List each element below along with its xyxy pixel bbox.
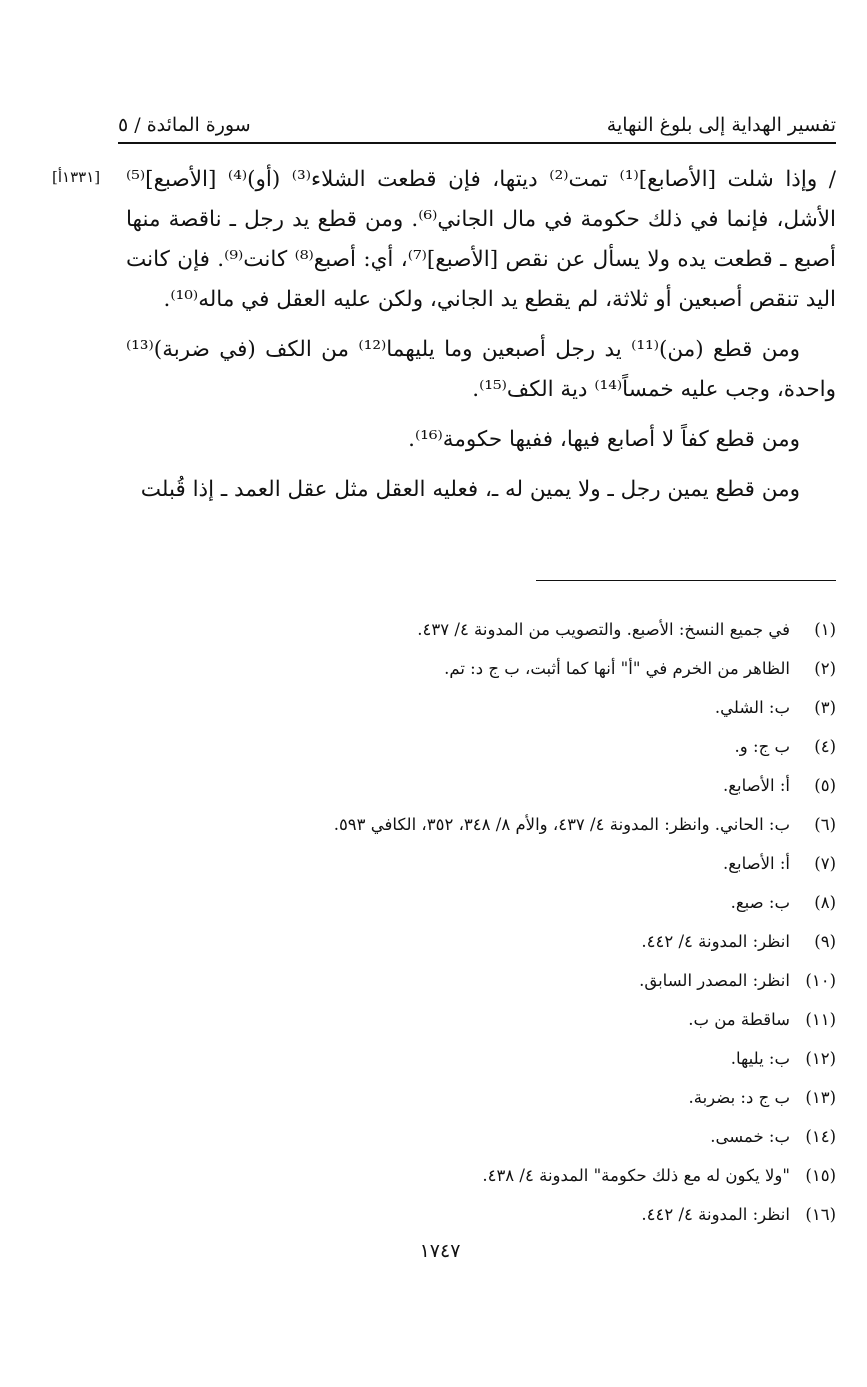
footnote-number: (١١) <box>805 1010 836 1029</box>
paragraph: / وإذا شلت [الأصابع]⁽¹⁾ تمت⁽²⁾ ديتها، فإن قطعت الشلاء⁽³⁾ (أو)⁽⁴⁾ [الأصبع]⁽⁵⁾ الأشل، فإنما في ذلك حكومة في مال الجاني⁽⁶⁾. ومن قطع يد رجل ـ ناقصة منها أصبع ـ قطعت يده ولا يسأل عن نقص [الأصبع]⁽⁷⁾، أي: أصبع⁽⁸⁾ كانت⁽⁹⁾. فإن كانت اليد تنقص أصبعين أو ثلاثة، لم يقطع يد الجاني، ولكن عليه العقل في ماله⁽¹⁰⁾. <box>126 167 837 312</box>
footnote-text: ب ج د: بضربة. <box>688 1088 790 1107</box>
footnote-text: ب: الشلي. <box>714 698 790 717</box>
footnote-number: (٨) <box>814 893 836 912</box>
footnote-item <box>200 805 836 844</box>
footnotes-list <box>200 610 836 1234</box>
footnote-number: (٩) <box>814 932 836 951</box>
footnote-text: الظاهر من الخرم في "أ" أنها كما أثبت، ب ج د: تم. <box>444 659 790 678</box>
footnote-number: (١٥) <box>805 1166 836 1185</box>
footnote-number: (١٤) <box>805 1127 836 1146</box>
footnote-item <box>200 844 836 883</box>
footnote-number: (١٣) <box>805 1088 836 1107</box>
main-text <box>126 160 836 510</box>
footnote-text: ب: يليها. <box>730 1049 790 1068</box>
footnote-text: ب: صبع. <box>730 893 790 912</box>
header-rule <box>118 142 836 144</box>
footnote-item <box>200 1078 836 1117</box>
book-title: تفسير الهداية إلى بلوغ النهاية <box>606 114 836 136</box>
footnote-text: ساقطة من ب. <box>688 1010 790 1029</box>
footnote-item <box>200 922 836 961</box>
footnote-text: أ: الأصابع. <box>722 854 790 873</box>
surah-title: سورة المائدة / ٥ <box>118 114 251 136</box>
footnote-item <box>200 1000 836 1039</box>
footnote-item <box>200 961 836 1000</box>
paragraph: ومن قطع كفاً لا أصابع فيها، ففيها حكومة⁽¹⁶⁾. <box>408 427 800 452</box>
paragraph: ومن قطع يمين رجل ـ ولا يمين له ـ، فعليه العقل مثل عقل العمد ـ إذا قُبلت <box>140 477 800 502</box>
footnote-item <box>200 727 836 766</box>
footnote-item <box>200 688 836 727</box>
paragraph: ومن قطع (من)⁽¹¹⁾ يد رجل أصبعين وما يليهما⁽¹²⁾ من الكف (في ضربة)⁽¹³⁾ واحدة، وجب عليه خمساً⁽¹⁴⁾ دية الكف⁽¹⁵⁾. <box>126 337 836 402</box>
footnote-text: انظر: المدونة ٤/ ٤٤٢. <box>641 1205 790 1224</box>
footnote-number: (٤) <box>814 737 836 756</box>
manuscript-folio-reference: [١٣٣١أ] <box>52 168 101 186</box>
footnote-number: (١٠) <box>805 971 836 990</box>
footnote-text: انظر: المدونة ٤/ ٤٤٢. <box>641 932 790 951</box>
footnote-text: "ولا يكون له مع ذلك حكومة" المدونة ٤/ ٤٣٨. <box>482 1166 790 1185</box>
footnote-text: أ: الأصابع. <box>722 776 790 795</box>
footnote-number: (٧) <box>814 854 836 873</box>
footnote-number: (٣) <box>814 698 836 717</box>
footnote-text: ب ج: و. <box>734 737 790 756</box>
footnote-item <box>200 883 836 922</box>
footnote-item <box>200 766 836 805</box>
running-header <box>118 100 836 136</box>
footnote-item <box>200 649 836 688</box>
footnote-text: في جميع النسخ: الأصبع. والتصويب من المدونة ٤/ ٤٣٧. <box>417 620 790 639</box>
footnote-item <box>200 1195 836 1234</box>
footnote-number: (١٢) <box>805 1049 836 1068</box>
footnote-number: (٢) <box>814 659 836 678</box>
footnote-number: (٦) <box>814 815 836 834</box>
footnote-number: (٥) <box>814 776 836 795</box>
page-number: ١٧٤٧ <box>419 1240 461 1262</box>
footnote-number: (١٦) <box>805 1205 836 1224</box>
footnote-number: (١) <box>814 620 836 639</box>
footnote-item <box>200 1156 836 1195</box>
footnote-item <box>200 1039 836 1078</box>
footnote-item <box>200 610 836 649</box>
footnote-text: ب: الحاني. وانظر: المدونة ٤/ ٤٣٧، والأم ٨/ ٣٤٨، ٣٥٢، الكافي ٥٩٣. <box>333 815 790 834</box>
footnote-separator <box>536 580 836 581</box>
footnote-text: ب: خمسى. <box>710 1127 790 1146</box>
footnote-text: انظر: المصدر السابق. <box>639 971 790 990</box>
footnote-item <box>200 1117 836 1156</box>
